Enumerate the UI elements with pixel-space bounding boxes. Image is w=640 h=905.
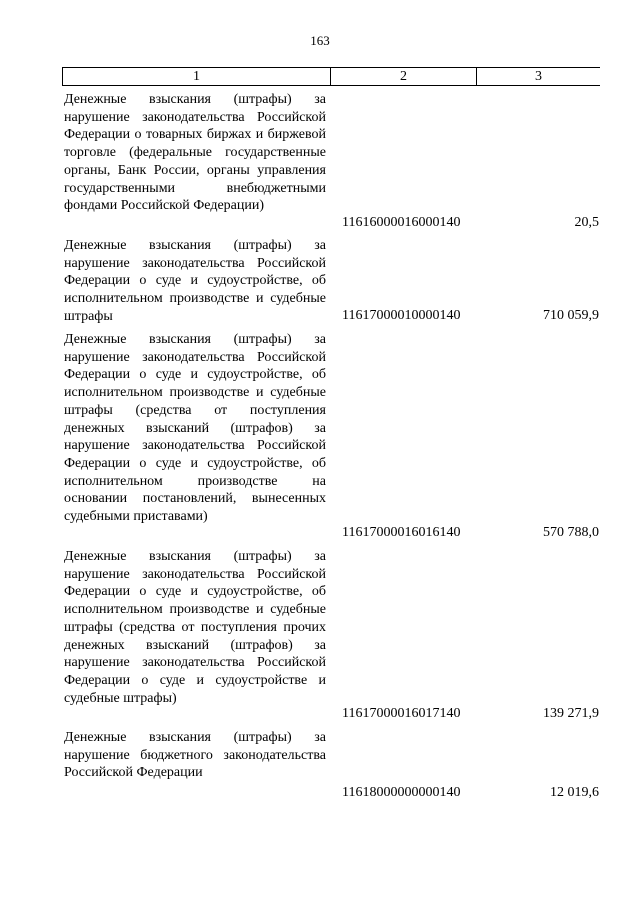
column-header-3: 3 xyxy=(535,68,542,84)
row-amount: 12 019,6 xyxy=(550,785,599,800)
row-code: 11617000016017140 xyxy=(342,706,461,721)
column-header-1: 1 xyxy=(63,68,331,85)
row-amount: 710 059,9 xyxy=(543,308,599,323)
row-amount: 139 271,9 xyxy=(543,706,599,721)
row-code: 11618000000000140 xyxy=(342,785,461,800)
row-amount: 20,5 xyxy=(574,215,599,230)
column-header-2: 2 xyxy=(331,68,477,85)
row-description: Денежные взыскания (штрафы) за нарушение законодательства Российской Федерации о суде и судоустройстве, об исполнительном производстве и судебные штрафы (средства от поступления денежных взысканий (штрафов) за нарушение законодательства Российской Федерации о суде и судоустройстве, об исполнительном производстве на основании постановлений, вынесенных судебными приставами) xyxy=(64,332,326,525)
table-header-row xyxy=(62,67,600,86)
row-code: 11617000016016140 xyxy=(342,525,461,540)
row-description: Денежные взыскания (штрафы) за нарушение законодательства Российской Федерации о суде и судоустройстве, об исполнительном производстве и судебные штрафы (средства от поступления прочих денежных взысканий (штрафов) за нарушение законодательства Российской Федерации о суде и судоустройстве и судебные штрафы) xyxy=(64,549,326,706)
row-amount: 570 788,0 xyxy=(543,525,599,540)
row-description: Денежные взыскания (штрафы) за нарушение бюджетного законодательства Российской Федерации xyxy=(64,730,326,781)
row-code: 11617000010000140 xyxy=(342,308,461,323)
row-code: 11616000016000140 xyxy=(342,215,461,230)
row-description: Денежные взыскания (штрафы) за нарушение законодательства Российской Федерации о суде и судоустройстве, об исполнительном производстве и судебные штрафы xyxy=(64,238,326,324)
page-number: 163 xyxy=(310,33,330,48)
row-description: Денежные взыскания (штрафы) за нарушение законодательства Российской Федерации о товарных биржах и биржевой торговле (федеральные государственные органы, Банк России, органы управления государственными внебюджетными фондами Российской Федерации) xyxy=(64,92,326,214)
